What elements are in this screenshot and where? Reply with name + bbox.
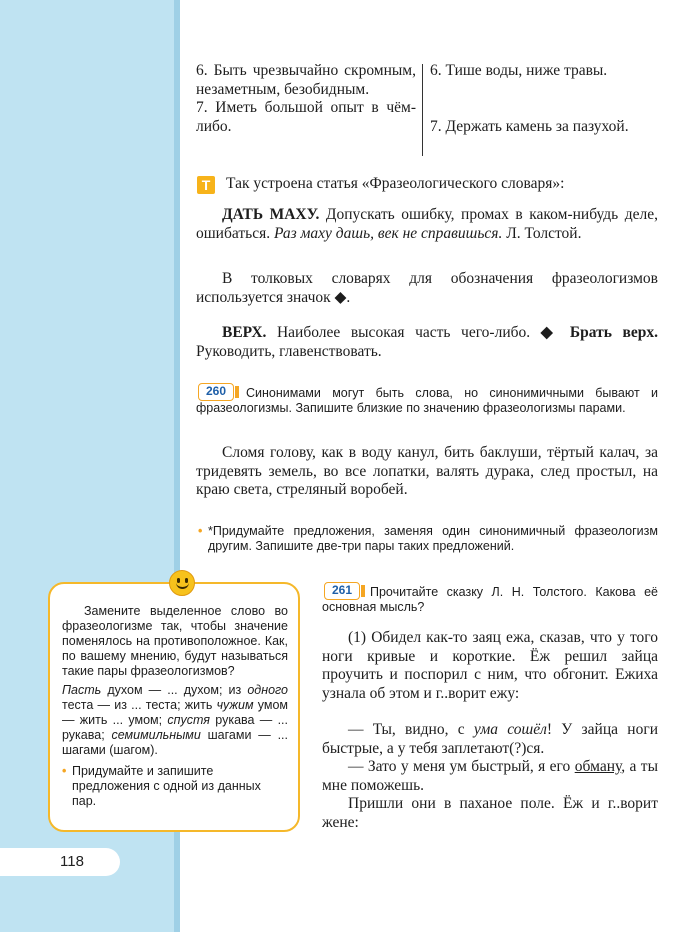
idiom-right-7: 7. Держать камень за пазухой. (430, 117, 629, 135)
exercise-260-idiom-list: Сломя голову, как в воду канул, бить баклуши, тёртый калач, за тридевять земель, во все лопатки, валять дурака, след простыл, на краю света, стреляный воробей. (196, 444, 658, 498)
entry-author: Л. Толстой. (502, 224, 582, 242)
column-divider (422, 64, 423, 156)
entry-example: Раз маху дашь, век не справишься. (273, 224, 503, 242)
story-paragraph-4: Пришли они в паханое поле. Ёж и г..ворит жене: (322, 795, 658, 831)
dictionary-entry-dat-mahu (196, 206, 658, 243)
exercise-261-task: Прочитайте сказку Л. Н. Толстого. Какова её основная мысль? (322, 585, 658, 614)
highlighted-word: чужим (216, 698, 254, 712)
bullet-icon: • (198, 524, 203, 538)
dictionary-entry-verh (196, 324, 658, 361)
exercise-number-badge: 260 (198, 383, 234, 401)
story-text: , а ты мне поможешь. (322, 758, 658, 794)
entry-definition: Наиболее высокая часть чего-либо. (266, 324, 541, 341)
entry-idiom: ◆ Брать верх. (540, 324, 658, 341)
pair-text: рукава — ... рукава; (62, 713, 288, 742)
entry-idiom-definition: Руководить, главенствовать. (196, 342, 382, 360)
side-note-pairs (62, 683, 288, 758)
exercise-260-task: Синонимами могут быть слова, но синонимичными бывают и фразеологизмы. Запишите близкие по значению фразеологизмы парами. (196, 386, 658, 415)
highlighted-word: спустя (167, 713, 210, 727)
theory-icon: Т (197, 176, 215, 194)
dictionary-note: В толковых словарях для обозначения фразеологизмов используется значок ◆. (196, 270, 658, 306)
story-emphasis: ума сошёл (473, 721, 547, 738)
pair-text: шагами — ... шагами (шагом). (62, 728, 288, 757)
pair-text: умом — жить ... умом; (62, 698, 288, 727)
story-paragraph-3 (322, 758, 658, 795)
dictionary-intro: Так устроена статья «Фразеологического словаря»: (226, 175, 565, 192)
side-note-content (62, 604, 288, 809)
side-note-extra (62, 764, 288, 809)
idiom-right-6: 6. Тише воды, ниже травы. (430, 62, 608, 79)
idiom-left-6: 6. Быть чрезвычайно скромным, незаметным, безобидным. (196, 62, 416, 98)
story-text: ! У зайца ноги быстрые, а у тебя заплетают(?)ся. (322, 721, 658, 757)
extra-task-text: *Придумайте предложения, заменяя один синонимичный фразеологизм другим. Запишите две-три пары таких предложений. (208, 524, 658, 553)
story-paragraph-1: (1) Обидел как-то заяц ежа, сказав, что у того ноги кривые и короткие. Ёж решил зайца проучить и поспорил с ним, что обгонит. Ежиха узнала об этом и г..ворит ежу: (322, 629, 658, 702)
side-note-extra-text: Придумайте и запишите предложения с одной из данных пар. (72, 764, 261, 808)
story-underlined: обману (574, 758, 622, 775)
pair-text: духом — ... духом; из (101, 683, 248, 697)
highlighted-word: семимильными (111, 728, 201, 742)
idiom-column-right (430, 62, 656, 136)
pair-text: теста — из ... теста; жить (62, 698, 217, 712)
story-text: — Зато у меня ум быстрый, я его (348, 758, 575, 775)
bullet-icon: • (62, 764, 67, 778)
page-number: 118 (0, 848, 120, 876)
highlighted-word: Пасть (62, 683, 102, 697)
highlighted-word: одного (247, 683, 288, 697)
smiley-icon (169, 570, 195, 596)
entry-definition: Допускать ошибку, промах в каком-нибудь деле, ошибаться. (196, 206, 659, 242)
entry-headword: ДАТЬ МАХУ. (222, 206, 320, 223)
side-note-instruction: Замените выделенное слово во фразеологизме так, чтобы значение поменялось на противоположное. Как, по вашему мнению, будут называться такие пары фразеологизмов? (62, 604, 288, 678)
exercise-number-badge: 261 (324, 582, 360, 600)
story-text: — Ты, видно, с (348, 721, 474, 738)
idiom-left-7: 7. Иметь большой опыт в чём-либо. (196, 99, 416, 135)
exercise-260-extra-task (196, 524, 658, 554)
story-paragraph-2 (322, 721, 658, 758)
idiom-column-left (196, 62, 416, 136)
entry-headword: ВЕРХ. (222, 324, 267, 341)
smiley-mouth (176, 581, 189, 589)
